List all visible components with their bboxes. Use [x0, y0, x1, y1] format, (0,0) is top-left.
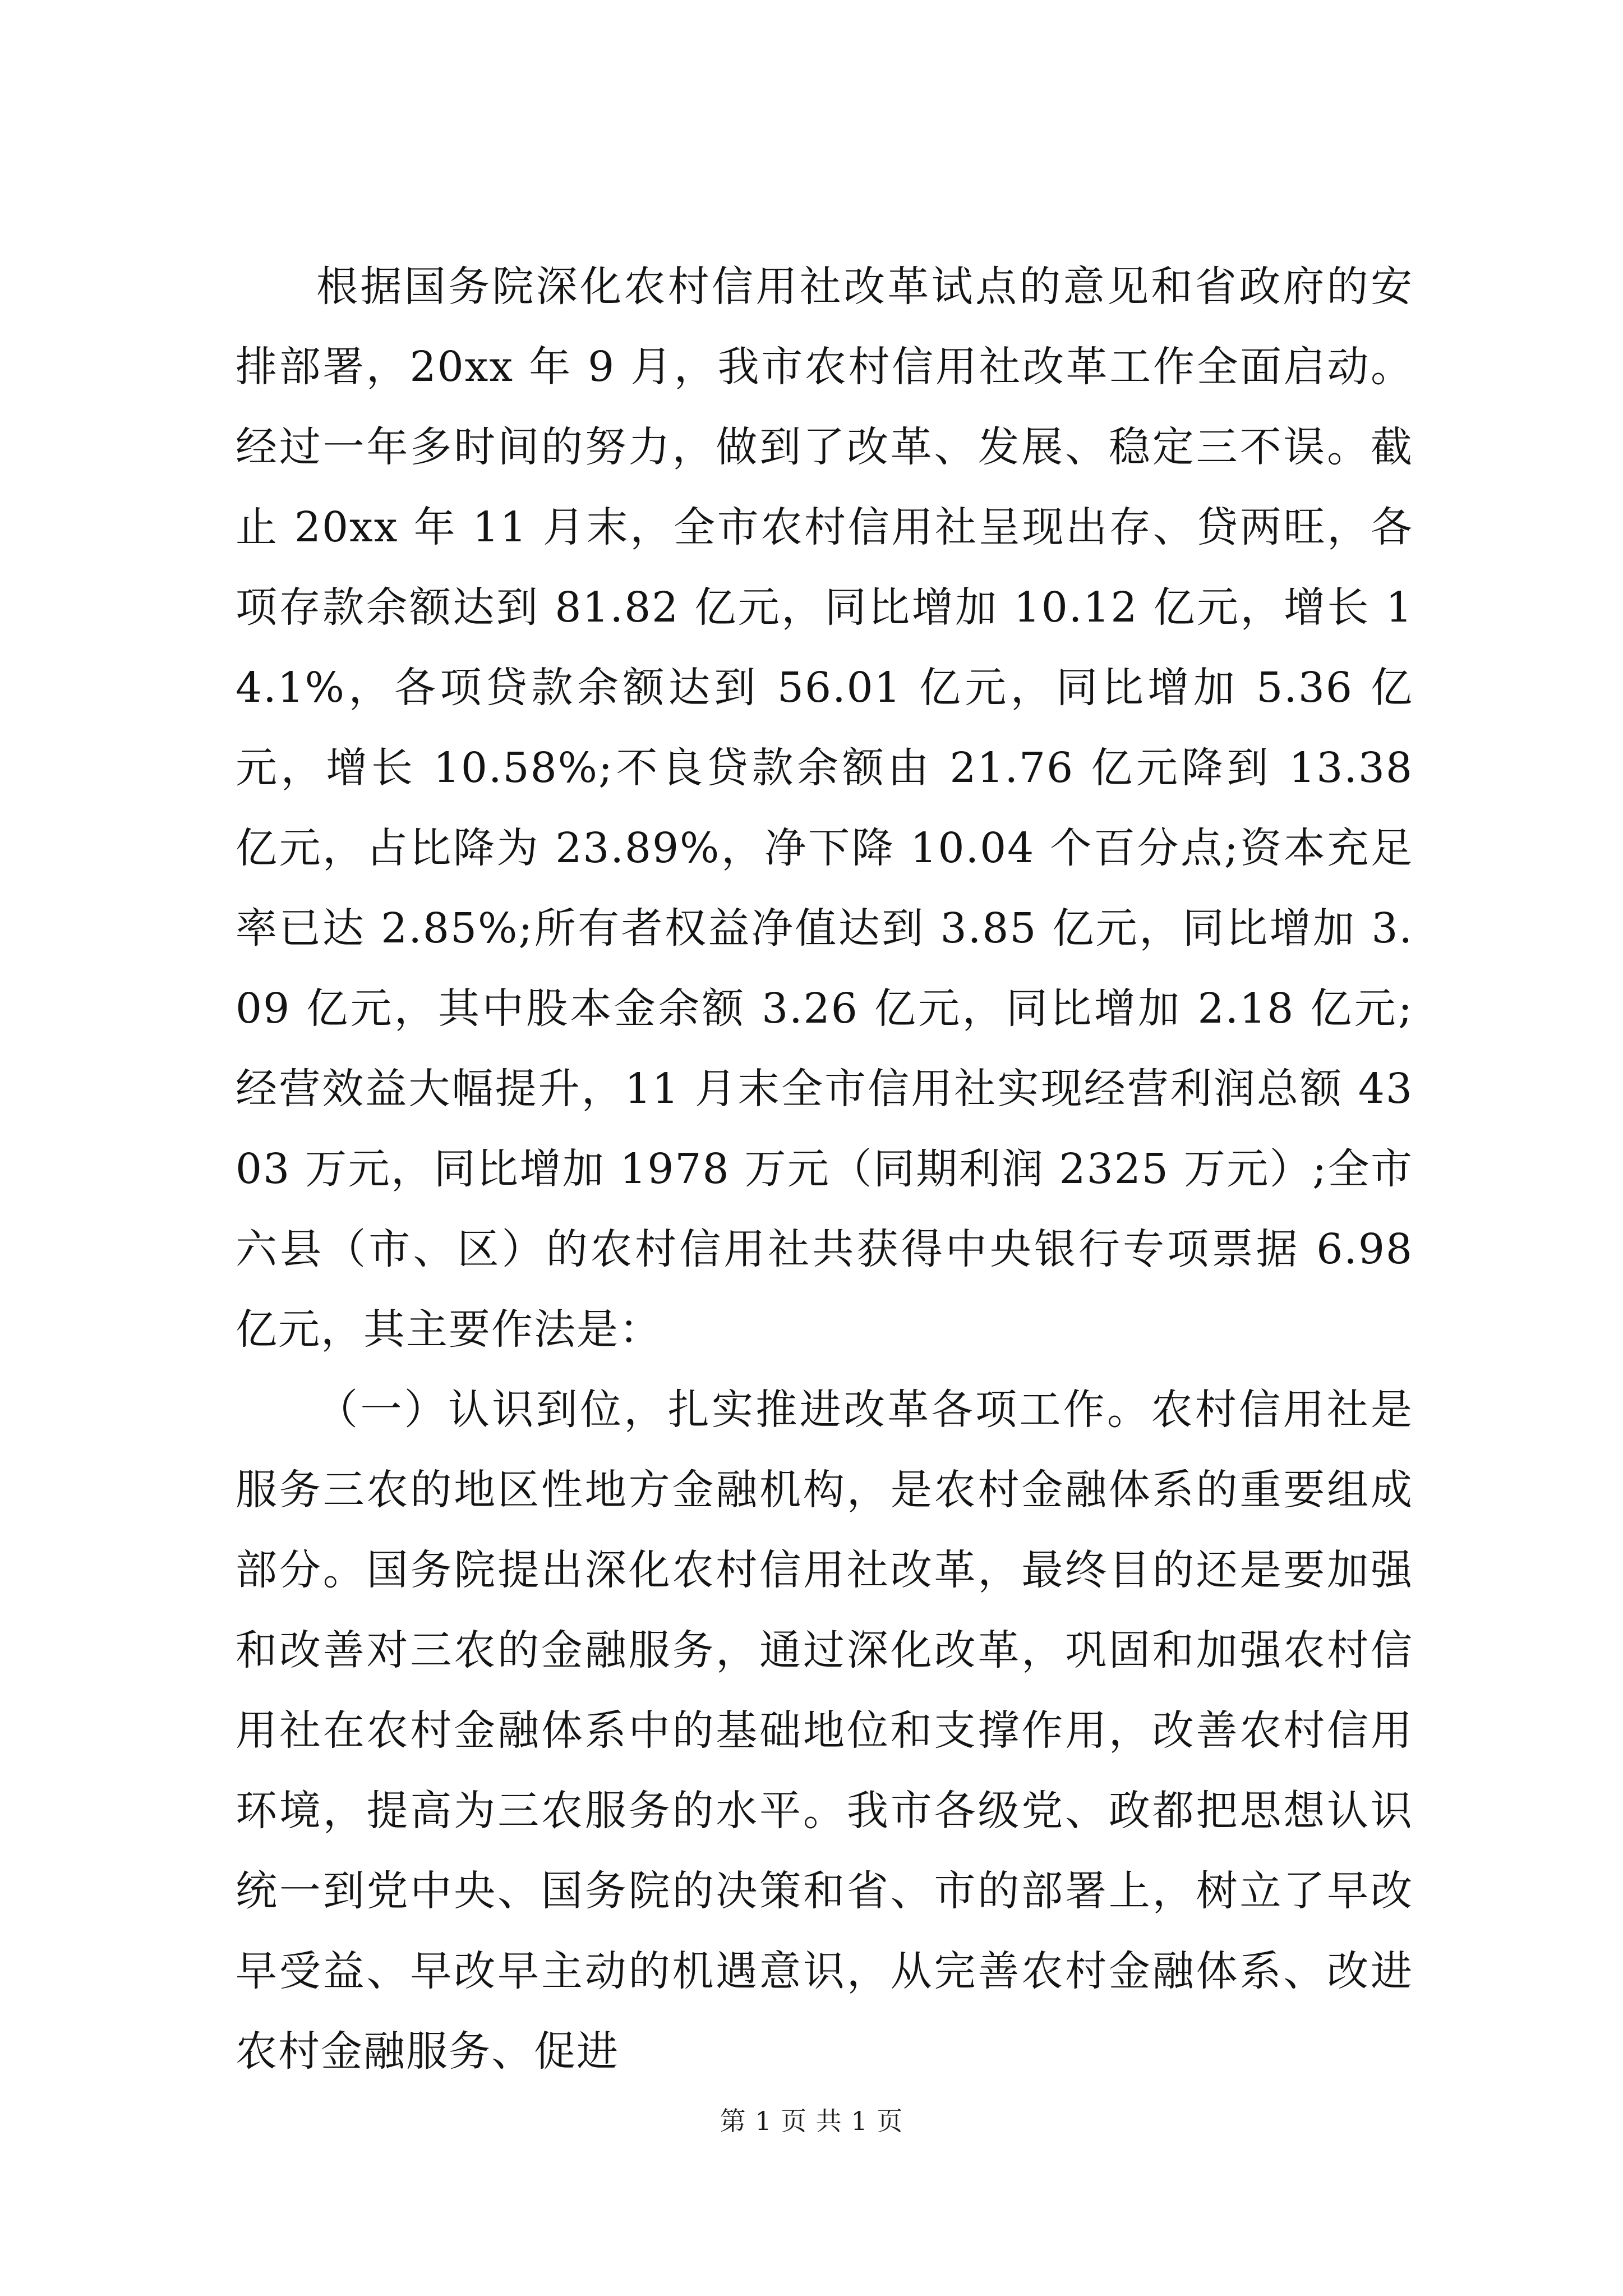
page-footer: 第 1 页 共 1 页	[720, 2106, 903, 2136]
paragraph-section-1: （一）认识到位，扎实推进改革各项工作。农村信用社是服务三农的地区性地方金融机构，是农村金融体系的重要组成部分。国务院提出深化农村信用社改革，最终目的还是要加强和改善对三农的金融服务，通过深化改革，巩固和加强农村信用社在农村金融体系中的基础地位和支撑作用，改善农村信用环境，提高为三农服务的水平。我市各级党、政都把思想认识统一到党中央、国务院的决策和省、市的部署上，树立了早改早受益、早改早主动的机遇意识，从完善农村金融体系、改进农村金融服务、促进	[236, 1386, 1413, 2076]
document-body	[236, 247, 1413, 2092]
paragraph-intro: 根据国务院深化农村信用社改革试点的意见和省政府的安排部署，20xx 年 9 月，我市农村信用社改革工作全面启动。经过一年多时间的努力，做到了改革、发展、稳定三不误。截止 20xx 年 11 月末，全市农村信用社呈现出存、贷两旺，各项存款余额达到 81.82 亿元，同比增加 10.12 亿元，增长 14.1%，各项贷款余额达到 56.01 亿元，同比增加 5.36 亿元，增长 10.58%;不良贷款余额由 21.76 亿元降到 13.38 亿元，占比降为 23.89%，净下降 10.04 个百分点;资本充足率已达 2.85%;所有者权益净值达到 3.85 亿元，同比增加 3.09 亿元，其中股本金余额 3.26 亿元，同比增加 2.18 亿元;经营效益大幅提升，11 月末全市信用社实现经营利润总额 4303 万元，同比增加 1978 万元（同期利润 2325 万元）;全市六县（市、区）的农村信用社共获得中央银行专项票据 6.98 亿元，其主要作法是：	[236, 263, 1413, 1354]
